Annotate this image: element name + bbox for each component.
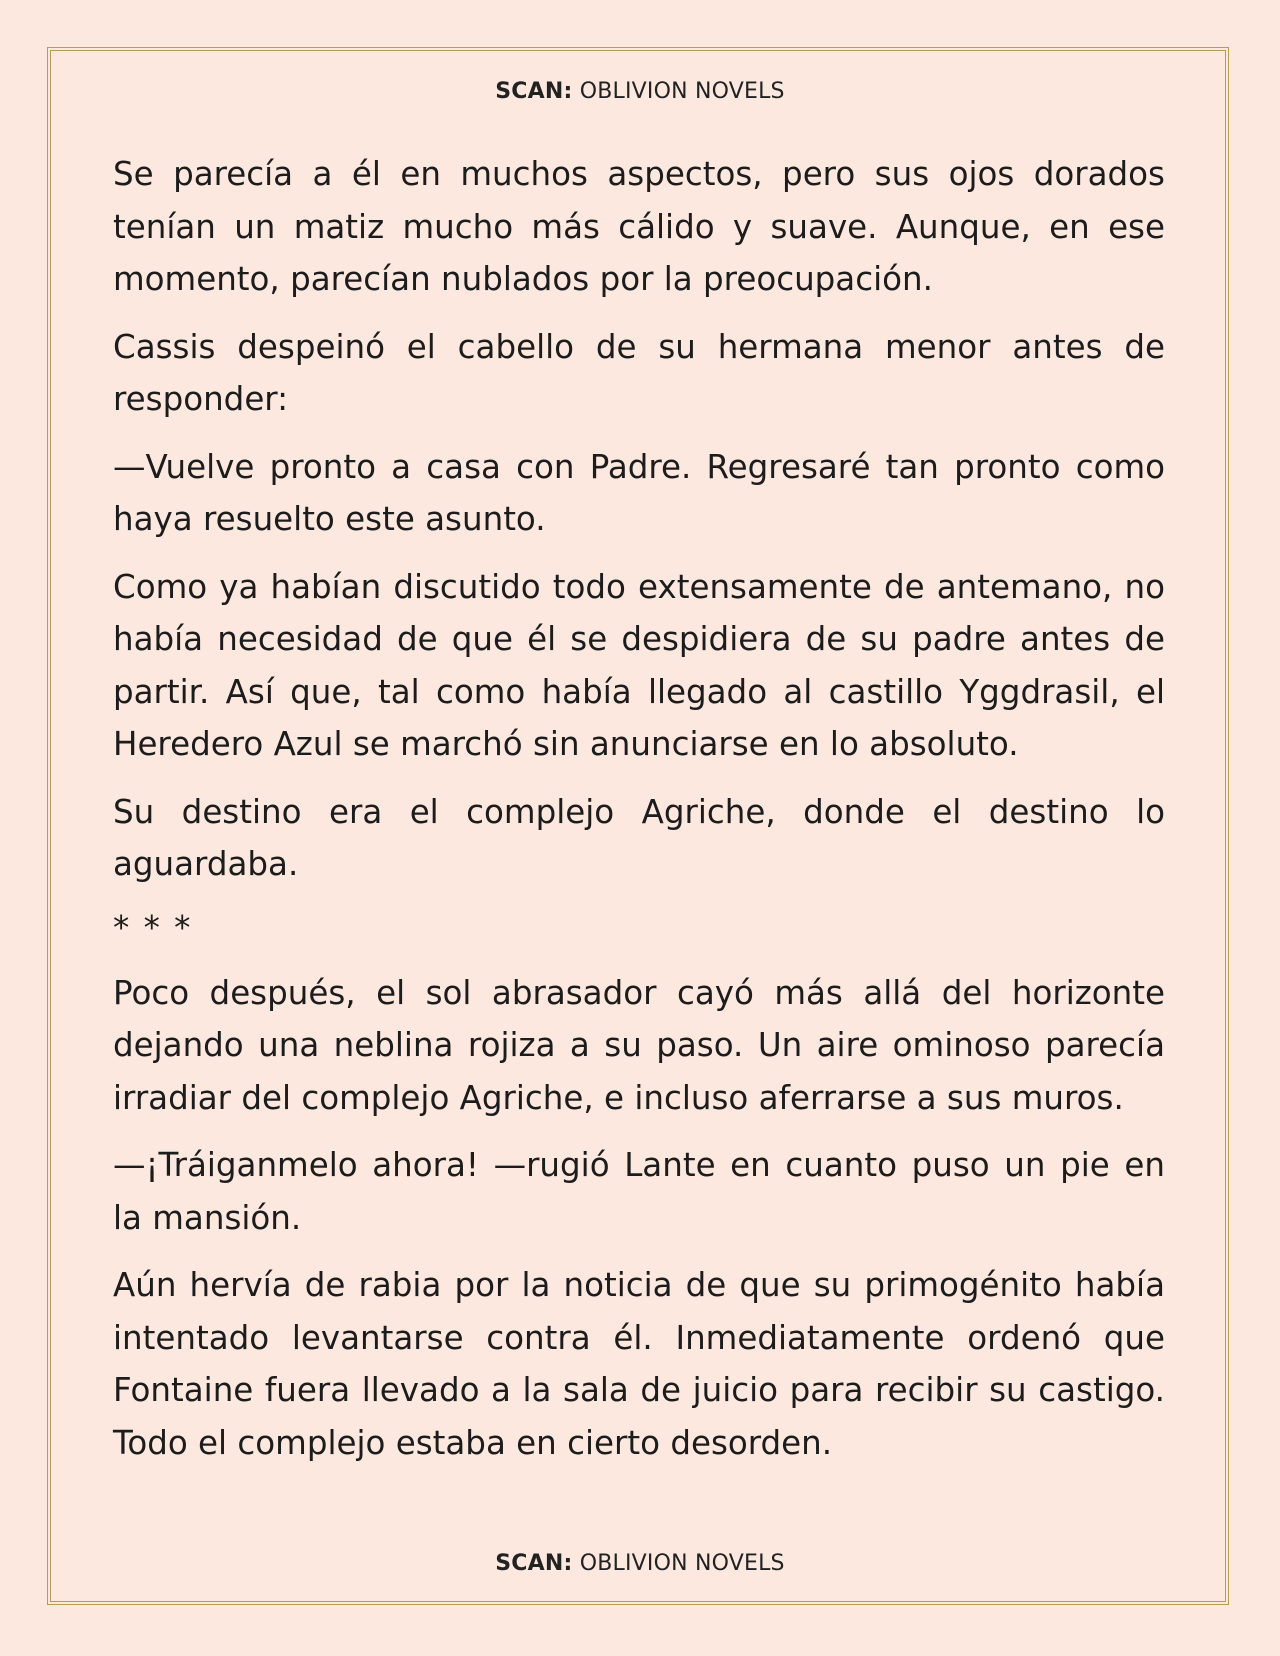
header-scan-label: SCAN: xyxy=(495,79,573,104)
paragraph-5: Su destino era el complejo Agriche, donde el destino lo aguardaba. xyxy=(113,792,1165,883)
paragraph-1: Se parecía a él en muchos aspectos, pero sus ojos dorados tenían un matiz mucho más cálido y suave. Aunque, en ese momento, parecían nublados por la preocupación. xyxy=(113,155,1165,298)
scene-separator: * * * xyxy=(113,908,193,947)
footer-scan-group: OBLIVION NOVELS xyxy=(579,1551,785,1576)
paragraph-6: Poco después, el sol abrasador cayó más allá del horizonte dejando una neblina rojiza a su paso. Un aire ominoso parecía irradiar del complejo Agriche, e incluso aferrarse a sus muros. xyxy=(113,973,1165,1117)
paragraph-3: —Vuelve pronto a casa con Padre. Regresaré tan pronto como haya resuelto este asunto. xyxy=(113,447,1165,538)
header-scan-credit xyxy=(0,79,1280,104)
chapter-text xyxy=(113,148,1165,1484)
paragraph-4: Como ya habían discutido todo extensamente de antemano, no había necesidad de que él se despidiera de su padre antes de partir. Así que, tal como había llegado al castillo Yggdrasil, el Heredero Azul se marchó sin anunciarse en lo absoluto. xyxy=(113,567,1165,763)
footer-scan-label: SCAN: xyxy=(495,1551,573,1576)
paragraph-8: Aún hervía de rabia por la noticia de que su primogénito había intentado levantarse contra él. Inmediatamente ordenó que Fontaine fuera llevado a la sala de juicio para recibir su castigo. Todo el complejo estaba en cierto desorden. xyxy=(113,1266,1165,1462)
header-scan-group: OBLIVION NOVELS xyxy=(579,79,785,104)
paragraph-2: Cassis despeinó el cabello de su hermana menor antes de responder: xyxy=(113,327,1165,418)
paragraph-7: —¡Tráiganmelo ahora! —rugió Lante en cuanto puso un pie en la mansión. xyxy=(113,1146,1165,1237)
footer-scan-credit xyxy=(0,1551,1280,1576)
